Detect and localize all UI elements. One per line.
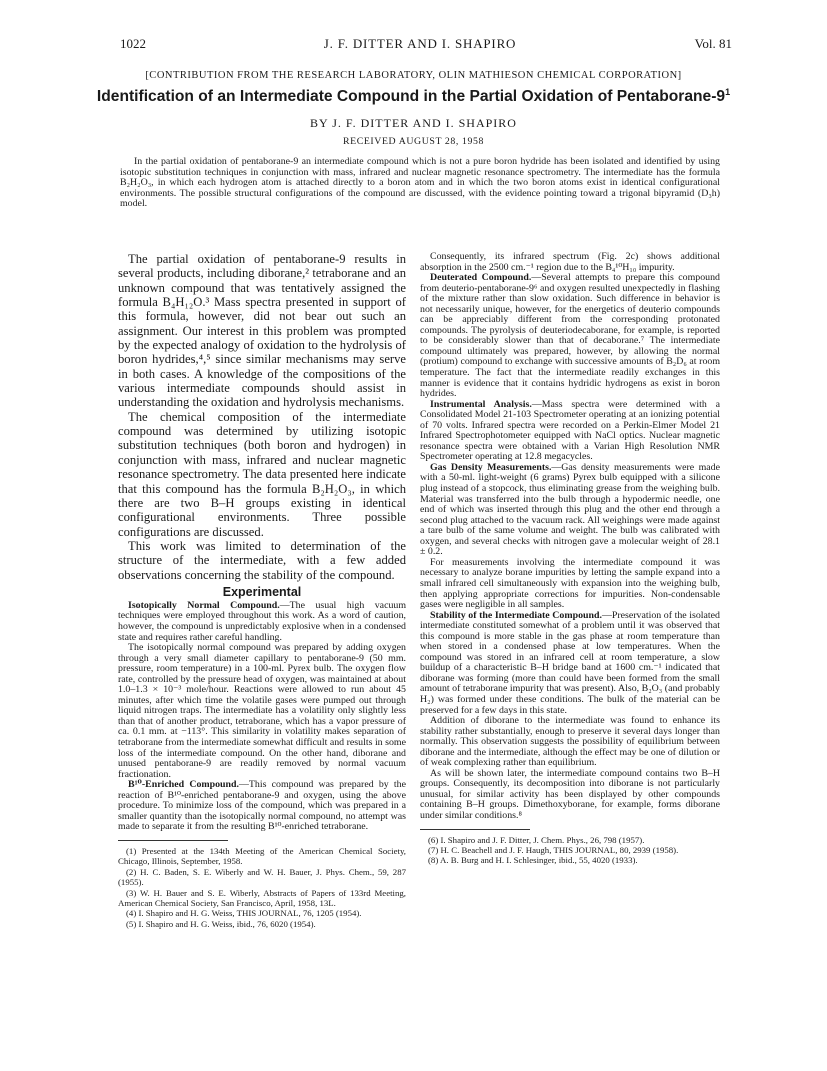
volume-label: Vol. 81 [694, 36, 732, 51]
running-authors: J. F. DITTER AND I. SHAPIRO [323, 36, 517, 51]
experimental-paragraph [420, 463, 720, 558]
footnote-rule [118, 840, 228, 841]
experimental-paragraph [118, 780, 406, 833]
title-footnote-marker: 1 [725, 87, 731, 97]
paragraph-text: —This compound was prepared by the reaction of B¹⁰-enriched pentaborane-9 and oxygen, using the above procedure. To minimize loss of the compound, which was prepared in a smaller quantity than the isotopically normal compound, no attempt was made to separate it from the resulting B¹⁰-enriched tetraborane. [118, 779, 406, 833]
runin-heading: Deuterated Compound. [430, 272, 532, 284]
paragraph-text: —Several attempts to prepare this compound from deuterio-pentaborane-9⁶ and oxygen resulted unexpectedly in flashing of the mixture rather than slow oxidation. Such difference in behavior is not necessarily unique, however, for the energetics of deuterio compounds can be appreciably different from the corresponding protonated compounds. The pyrolysis of deuteriodecaborane, for example, is reported to be considerably slower than that of decaborane.⁷ The intermediate compound ultimately was prepared, however, by allowing the normal (protium) compound to exchange with successive amounts of B₂D₆ at room temperature. The fact that the intermediate readily exchanges in this manner is evidence that it contains hydridic hydrogens as exist in boron hydrides. [420, 272, 720, 400]
intro-paragraph: This work was limited to determination of the structure of the intermediate, with a few added observations concerning the stability of the compound. [118, 538, 406, 582]
runin-heading: Gas Density Measurements. [430, 461, 552, 473]
paragraph-text: —Gas density measurements were made with a 50-ml. light-weight (6 grams) Pyrex bulb equipped with a silicone plug instead of a stopcock, thus eliminating grease from the weighing bulb. Material was transferred into the bulb through a hypodermic needle, one end of which was inserted through this plug and the other end through a second plug attached to the vacuum rack. All weighings were made against a tare bulb of the same volume and weight. The bulb was calibrated with oxygen, and several checks with nitrogen gave a molecular weight of 28.1 ± 0.2. [420, 461, 720, 558]
footnote: (3) W. H. Bauer and S. E. Wiberly, Abstracts of Papers of 133rd Meeting, American Chemical Society, San Francisco, April, 1958, 13L. [118, 887, 406, 908]
running-header [120, 36, 732, 56]
intro-paragraph: The partial oxidation of pentaborane-9 results in several products, including diborane,² tetraborane and an unknown compound that was tentatively assigned the formula B₄H₁₂O.³ Mass spectra presented in support of this formula, however, did not bear out such an assignment. Our interest in this problem was prompted by the expected analogy of oxidation to the hydrolysis of boron hydrides,⁴,⁵ since similar mechanisms may serve in both cases. A knowledge of the compositions of the various intermediate compounds should assist in understanding the oxidation and hydrolysis mechanisms. [118, 252, 406, 410]
title-text: Identification of an Intermediate Compound in the Partial Oxidation of Pentaborane-9 [96, 88, 726, 106]
intro-paragraph: The chemical composition of the intermediate compound was determined by utilizing isotopic substitution techniques (both boron and hydrogen) in conjunction with mass, infrared and nuclear magnetic resonance spectrometry. The data presented here indicate that this compound has the formula B₂H₂O₃, in which there are two B–H groups existing in identical configurational environments. Three possible configurations are discussed. [118, 409, 406, 539]
body-paragraph: Consequently, its infrared spectrum (Fig. 2c) shows additional absorption in the 2500 cm.⁻¹ region due to the B₄¹⁰H₁₀ impurity. [420, 251, 720, 273]
body-paragraph: Addition of diborane to the intermediate was found to enhance its stability rather substantially, enough to preserve it several days longer than normally. This observation suggests the possibility of equilibrium between diborane and the intermediate, although the effect may be one of dilution or of weak complexing rather than equilibrium. [420, 715, 720, 769]
left-column [118, 252, 406, 929]
footnote-rule [420, 829, 530, 830]
article-title [0, 87, 827, 106]
received-date: RECEIVED AUGUST 28, 1958 [342, 136, 485, 147]
right-column [420, 252, 720, 866]
body-paragraph: For measurements involving the intermediate compound it was necessary to analyze borane impurities by letting the sample expand into a small infrared cell simultaneously with expansion into the weighing bulb, then applying appropriate corrections for impurities. Non-condensable gases were negligible in all samples. [420, 556, 720, 611]
paragraph-text: —Preservation of the isolated intermediate constituted somewhat of a problem until it was observed that this compound is more stable in the gas phase at room temperature than when stored in a condensed phase at low temperatures. When the compound was stored in an infrared cell at room temperature, a slow buildup of a characteristic B–H bridge band at 1600 cm.⁻¹ indicated that diborane was forming (more than could have been formed from the small amount of tetraborane impurity that was present). Also, B₂O₃ (and probably H₂) was formed under these conditions. The bulk of the material can be preserved for a few days in this state. [420, 609, 720, 716]
page-number: 1022 [120, 36, 146, 51]
experimental-paragraph [118, 601, 406, 643]
footnote: (4) I. Shapiro and H. G. Weiss, THIS JOURNAL, 76, 1205 (1954). [126, 908, 362, 919]
body-paragraph: As will be shown later, the intermediate compound contains two B–H groups. Consequently, its decomposition into diborane is not particularly unusual, for similar activity has been displayed by other compounds containing B–H groups. Dimethoxyborane, for example, forms diborane under similar conditions.⁸ [420, 767, 720, 821]
footnote: (5) I. Shapiro and H. G. Weiss, ibid., 76, 6020 (1954). [126, 918, 316, 929]
footnote: (1) Presented at the 134th Meeting of the American Chemical Society, Chicago, Illinois, September, 1958. [118, 845, 406, 867]
runin-heading: Instrumental Analysis. [430, 398, 532, 410]
paragraph-text: —The usual high vacuum techniques were employed throughout this work. As a word of caution, however, the compound is unpredictably explosive when in a condensed state and requires rather careful handling. [118, 599, 407, 643]
footnote: (2) H. C. Baden, S. E. Wiberly and W. H. Bauer, J. Phys. Chem., 59, 287 (1955). [118, 866, 406, 888]
paragraph-text: —Mass spectra were determined with a Consolidated Model 21-103 Spectrometer operating at an ionizing potential of 70 volts. Infrared spectra were recorded on a Perkin-Elmer Model 21 Infrared Spectrophotometer equipped with NaCl optics. Nuclear magnetic resonance spectra were obtained with a Varian High Resolution NMR Spectrometer operating at 12.8 megacycles. [420, 398, 720, 463]
experimental-paragraph [420, 400, 720, 463]
experimental-paragraph [420, 611, 720, 716]
footnote: (7) H. C. Beachell and J. F. Haugh, THIS JOURNAL, 80, 2939 (1958). [428, 844, 679, 855]
footnote: (8) A. B. Burg and H. I. Schlesinger, ibid., 55, 4020 (1933). [428, 855, 638, 866]
experimental-paragraph: The isotopically normal compound was prepared by adding oxygen through a very small diameter capillary to pentaborane-9 (50 mm. pressure, room temperature) in a 100-ml. Pyrex bulb. The oxygen flow rate, controlled by the pressure head of oxygen, was maintained at about 1.0–1.3 × 10⁻³ mole/hour. Reactions were allowed to run about 45 minutes, after which time the volatile gases were pumped out through liquid nitrogen traps. The intermediate has a volatility only slightly less than that of another product, tetraborane, which has a vapor pressure of ca. 0.1 mm. at −113°. This similarity in volatility makes separation of tetraborane from the intermediate somewhat difficult and results in some loss of the intermediate compound. On the other hand, diborane and unused pentaborane-9 are readily removed by normal vacuum fractionation. [118, 642, 406, 780]
experimental-paragraph [420, 273, 720, 400]
experimental-heading: Experimental [222, 584, 302, 599]
runin-heading: B¹⁰-Enriched Compound. [128, 779, 239, 791]
byline: BY J. F. DITTER AND I. SHAPIRO [310, 116, 517, 130]
contribution-line: [CONTRIBUTION FROM THE RESEARCH LABORATORY, OLIN MATHIESON CHEMICAL CORPORATION] [145, 70, 682, 81]
runin-heading: Stability of the Intermediate Compound. [430, 609, 602, 621]
abstract: In the partial oxidation of pentaborane-9 an intermediate compound which is not a pure boron hydride has been isolated and identified by using isotopic substitution techniques in conjunction with mass, infrared and nuclear magnetic resonance spectrometry. The intermediate has the formula B₂H₂O₃, in which each hydrogen atom is attached directly to a boron atom and in which the two boron atoms exist in identical configurational environments. The possible structural configurations of the compound are discussed, with the evidence pointing toward a trigonal bipyramid (D₃h) model. [120, 156, 720, 210]
footnote: (6) I. Shapiro and J. F. Ditter, J. Chem. Phys., 26, 798 (1957). [428, 834, 645, 845]
runin-heading: Isotopically Normal Compound. [128, 599, 280, 611]
